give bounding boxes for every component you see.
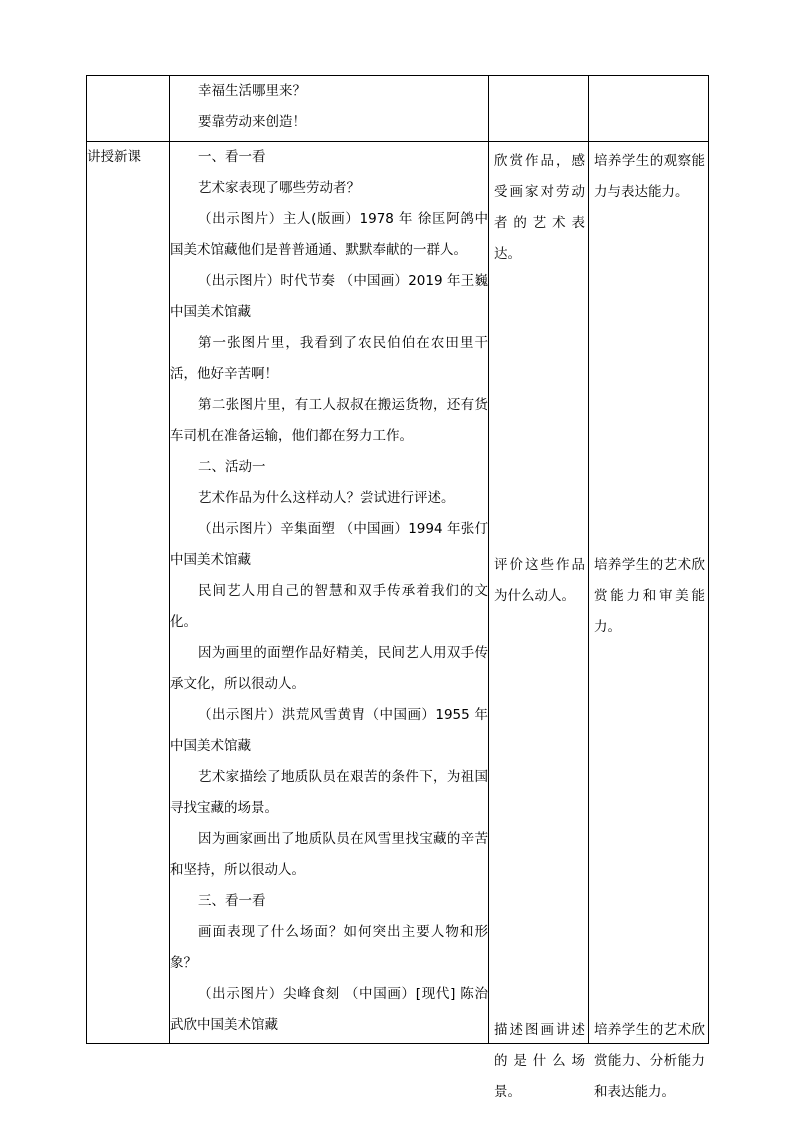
content-line: 艺术家表现了哪些劳动者？	[198, 180, 360, 196]
content-line: 要靠劳动来创造！	[198, 114, 306, 130]
content-line: （出示图片）洪荒风雪黄胄（中国画）1955 年中国美术馆藏	[170, 707, 488, 754]
content-line: 画面表现了什么场面？如何突出主要人物和形象？	[170, 924, 488, 971]
student-activity-2: 评价这些作品为什么动人。	[494, 557, 585, 604]
stage-cell	[87, 76, 170, 142]
design-intent-2: 培养学生的艺术欣赏能力和审美能力。	[594, 557, 705, 635]
content-line: 第一张图片里，我看到了农民伯伯在农田里干活，他好辛苦啊！	[170, 335, 488, 382]
design-intent-3: 培养学生的艺术欣赏能力、分析能力和表达能力。	[594, 1022, 705, 1100]
student-activity-cell	[489, 142, 589, 1100]
content-line: 幸福生活哪里来？	[198, 83, 306, 99]
content-line: 民间艺人用自己的智慧和双手传承着我们的文化。	[170, 583, 488, 630]
table-row	[87, 142, 709, 1044]
content-cell	[170, 142, 489, 1044]
stage-cell: 讲授新课	[87, 142, 170, 1044]
content-line: 艺术家描绘了地质队员在艰苦的条件下，为祖国寻找宝藏的场景。	[170, 769, 488, 816]
section-heading: 二、活动一	[198, 459, 266, 475]
content-line: 第二张图片里，有工人叔叔在搬运货物，还有货车司机在准备运输，他们都在努力工作。	[170, 397, 488, 444]
student-activity-cell	[489, 76, 589, 142]
content-line: 因为画家画出了地质队员在风雪里找宝藏的辛苦和坚持，所以很动人。	[170, 831, 488, 878]
student-activity-1: 欣赏作品，感受画家对劳动者的艺术表达。	[494, 153, 585, 262]
student-activity-3: 描述图画讲述的是什么场景。	[494, 1022, 585, 1100]
design-intent-cell	[589, 142, 709, 1100]
design-intent-1: 培养学生的观察能力与表达能力。	[594, 153, 705, 200]
section-heading: 三、看一看	[198, 893, 266, 909]
content-line: （出示图片）时代节奏 （中国画）2019 年王巍 中国美术馆藏	[170, 273, 488, 320]
content-line: （出示图片）尖峰食刻 （中国画）[现代] 陈治 武欣中国美术馆藏	[170, 986, 488, 1033]
content-cell	[170, 76, 489, 142]
section-heading: 一、看一看	[198, 149, 266, 165]
lesson-plan-table	[86, 75, 709, 1100]
content-line: （出示图片）辛集面塑 （中国画）1994 年张仃中国美术馆藏	[170, 521, 488, 568]
content-line: （出示图片）主人(版画）1978 年 徐匡阿鸽中国美术馆藏他们是普普通通、默默奉献的一群人。	[170, 211, 488, 258]
design-intent-cell	[589, 76, 709, 142]
table-row	[87, 76, 709, 142]
content-line: 艺术作品为什么这样动人？尝试进行评述。	[198, 490, 455, 506]
content-line: 因为画里的面塑作品好精美，民间艺人用双手传承文化，所以很动人。	[170, 645, 488, 692]
